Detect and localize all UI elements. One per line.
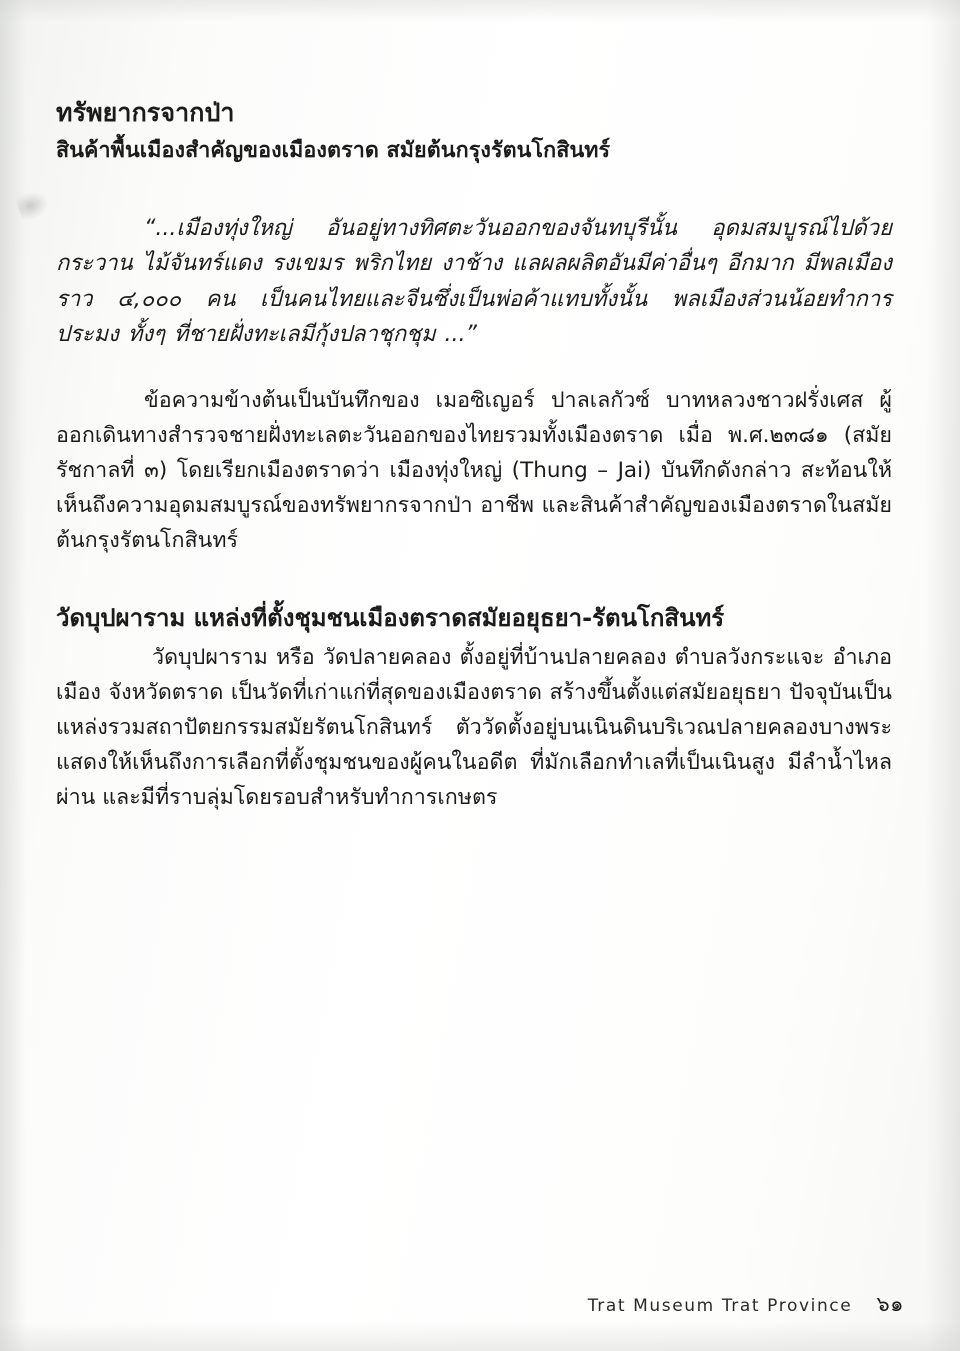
body-paragraph-2 [56,640,892,815]
page-subtitle: สินค้าพื้นเมืองสำคัญของเมืองตราด สมัยต้นกรุงรัตนโกสินทร์ [56,137,611,163]
scan-smudge-mark [15,188,52,222]
paragraph-2-text: วัดบุปผาราม หรือ วัดปลายคลอง ตั้งอยู่ที่บ้านปลายคลอง ตำบลวังกระแจะ อำเภอเมือง จังหวัดตราด เป็นวัดที่เก่าแก่ที่สุดของเมืองตราด สร้างขึ้นตั้งแต่สมัยอยุธยา ปัจจุบันเป็นแหล่งรวมสถาปัตยกรรมสมัยรัตนโกสินทร์ ตัววัดตั้งอยู่บนเนินดินบริเวณปลายคลองบางพระ แสดงให้เห็นถึงการเลือกที่ตั้งชุมชนของผู้คนในอดีต ที่มักเลือกทำเลที่เป็นเนินสูง มีลำน้ำไหลผ่าน และมีที่ราบลุ่มโดยรอบสำหรับทำการเกษตร [56,644,892,810]
scan-shadow-left [0,0,26,1351]
paragraph-1-text: ข้อความข้างต้นเป็นบันทึกของ เมอซิเญอร์ ปาลเลกัวซ์ บาทหลวงชาวฝรั่งเศส ผู้ออกเดินทางสำรวจชายฝั่งทะเลตะวันออกของไทยรวมทั้งเมืองตราด เมื่อ พ.ศ.๒๓๘๑ (สมัยรัชกาลที่ ๓) โดยเรียกเมืองตราดว่า เมืองทุ่งใหญ่ (Thung – Jai) บันทึกดังกล่าว สะท้อนให้เห็นถึงความอุดมสมบูรณ์ของทรัพยากรจากป่า อาชีพ และสินค้าสำคัญของเมืองตราดในสมัยต้นกรุงรัตนโกสินทร์ [56,388,892,554]
scan-shadow-bottom [0,1321,960,1351]
quotation-block [56,211,892,354]
footer-label: Trat Museum Trat Province [587,1296,853,1316]
scan-shadow-right [926,0,960,1351]
page-content [56,96,892,815]
page-number: ๖๑ [876,1292,904,1316]
quote-text: “...เมืองทุ่งใหญ่ อันอยู่ทางทิศตะวันออกของจันทบุรีนั้น อุดมสมบูรณ์ไปด้วยกระวาน ไม้จันทร์แดง รงเขมร พริกไทย งาช้าง แลผลผลิตอันมีค่าอื่นๆ อีกมาก มีพลเมืองราว ๔,๐๐๐ คน เป็นคนไทยและจีนซึ่งเป็นพ่อค้าแทบทั้งนั้น พลเมืองส่วนน้อยทำการประมง ทั้งๆ ที่ชายฝั่งทะเลมีกุ้งปลาชุกชุม ...” [56,215,892,348]
body-paragraph-1 [56,383,892,558]
page-title: ทรัพยากรจากป่า [56,98,235,127]
page-footer [56,1288,904,1321]
scan-shadow-top [0,0,960,22]
section-heading: วัดบุปผาราม แหล่งที่ตั้งชุมชนเมืองตราดสมัยอยุธยา-รัตนโกสินทร์ [56,604,725,633]
